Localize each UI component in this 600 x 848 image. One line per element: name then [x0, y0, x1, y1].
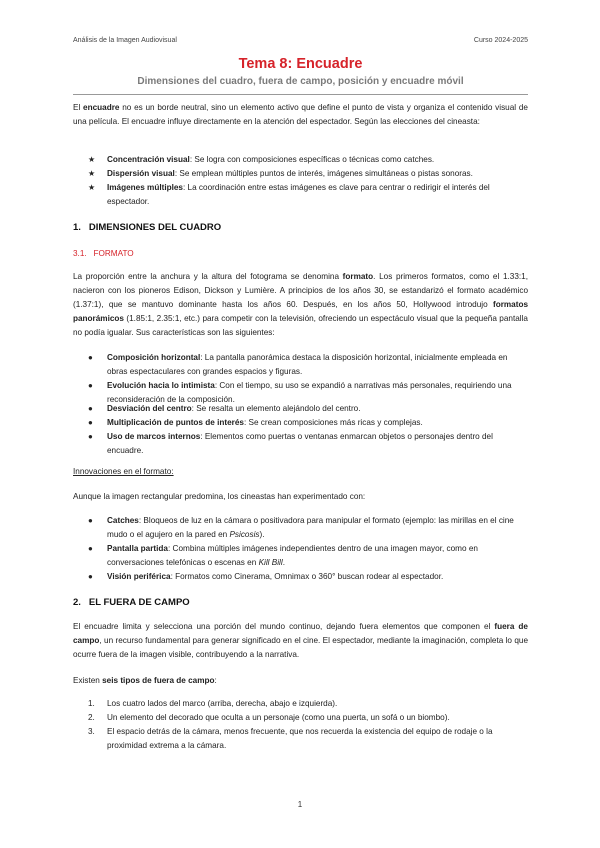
- title-divider: [73, 94, 528, 95]
- innovations-heading: Innovaciones en el formato:: [73, 467, 174, 476]
- list-item: ★ Concentración visual: Se logra con composiciones específicas o técnicas como catches.: [107, 153, 528, 167]
- list-item: ● Multiplicación de puntos de interés: Se crean composiciones más ricas y complejas.: [107, 416, 528, 430]
- dot-bullet-icon: ●: [88, 404, 93, 413]
- dot-bullet-icon: ●: [88, 381, 93, 390]
- dot-bullet-icon: ●: [88, 432, 93, 441]
- list-item: ● Composición horizontal: La pantalla panorámica destaca la disposición horizontal, inicialmente empleada en obras espectaculares con grandes espacios y figuras.: [88, 353, 508, 376]
- list-item: ● Desviación del centro: Se resalta un elemento alejándolo del centro.: [107, 402, 528, 416]
- list-item: ★ Imágenes múltiples: La coordinación entre estas imágenes es clave para centrar o redirigir el interés del espectador.: [88, 183, 490, 206]
- dot-bullet-icon: ●: [88, 353, 93, 362]
- section-heading: 2. EL FUERA DE CAMPO: [73, 597, 190, 608]
- course-year: Curso 2024-2025: [473, 37, 528, 44]
- dot-bullet-icon: ●: [88, 516, 93, 525]
- dot-bullet-icon: ●: [88, 572, 93, 581]
- star-bullet-icon: ★: [88, 155, 96, 164]
- list-item: 2. Un elemento del decorado que oculta a un personaje (como una puerta, un sofá o un biombo).: [88, 713, 450, 722]
- section-heading: 1. DIMENSIONES DEL CUADRO: [73, 222, 222, 233]
- list-item: ● Evolución hacia lo intimista: Con el tiempo, su uso se expandió a narrativas más personales, requiriendo una reconsideración de la composición.: [88, 381, 512, 404]
- keyword: encuadre: [83, 103, 120, 112]
- page-subtitle: Dimensiones del cuadro, fuera de campo, posición y encuadre móvil: [137, 76, 464, 87]
- fuera-paragraph: El encuadre limita y selecciona una porción del mundo continuo, dejando fuera elementos que componen el fuera de campo, un recurso fundamental para generar significado en el cine. El espectador, mediante la imaginación, completa lo que ocurre fuera de la imagen visible, contribuyendo a la narrativa.: [73, 622, 528, 659]
- list-item: ★ Dispersión visual: Se emplean múltiples puntos de interés, imágenes simultáneas o pistas sonoras.: [107, 167, 528, 181]
- list-item: ● Visión periférica: Formatos como Cinerama, Omnimax o 360° buscan rodear al espectador.: [107, 570, 528, 584]
- star-bullet-icon: ★: [88, 183, 96, 192]
- star-bullet-icon: ★: [88, 169, 96, 178]
- dot-bullet-icon: ●: [88, 418, 93, 427]
- list-item: ● Uso de marcos internos: Elementos como puertas o ventanas enmarcan objetos o personajes dentro del encuadre.: [88, 432, 493, 455]
- list-item: 1. Los cuatro lados del marco (arriba, derecha, abajo e izquierda).: [88, 699, 338, 708]
- list-item: ● Pantalla partida: Combina múltiples imágenes independientes dentro de una imagen mayor, como en conversaciones telefónicas o escenas en Kill Bill.: [88, 544, 478, 567]
- formato-paragraph: La proporción entre la anchura y la altura del fotograma se denomina formato. Los primeros formatos, como el 1.33:1, nacieron con los pioneros Edison, Dickson y Lumière. A principios de los años 30, se estandarizó el formato académico (1.37:1), que se mantuvo dominante hasta los años 60. Después, en los años 50, Hollywood introdujo formatos panorámicos (1.85:1, 2.35:1, etc.) para competir con la televisión, ofreciendo un espectáculo visual que la pequeña pantalla no podía igualar. Sus características son las siguientes:: [73, 272, 528, 337]
- course-name: Análisis de la Imagen Audiovisual: [73, 37, 177, 44]
- tipos-intro: Existen seis tipos de fuera de campo:: [73, 676, 217, 685]
- page-number: 1: [297, 800, 303, 809]
- intro-paragraph: El encuadre no es un borde neutral, sino un elemento activo que define el punto de vista y organiza el contenido visual de una película. El encuadre influye directamente en la atención del espectador. Según las elecciones del cineasta:: [73, 103, 528, 126]
- page-title: Tema 8: Encuadre: [238, 56, 363, 72]
- dot-bullet-icon: ●: [88, 544, 93, 553]
- subsection-heading: 3.1. FORMATO: [73, 249, 134, 258]
- page-header: [73, 37, 528, 44]
- list-item: 3. El espacio detrás de la cámara, menos frecuente, que nos recuerda la existencia del equipo de rodaje o la proximidad extrema a la cámara.: [88, 727, 493, 750]
- list-item: ● Catches: Bloqueos de luz en la cámara o positivadora para manipular el formato (ejemplo: las mirillas en el cine mudo o el agujero en la pared en Psicosis).: [88, 516, 514, 539]
- innovations-paragraph: Aunque la imagen rectangular predomina, los cineastas han experimentado con:: [73, 492, 366, 501]
